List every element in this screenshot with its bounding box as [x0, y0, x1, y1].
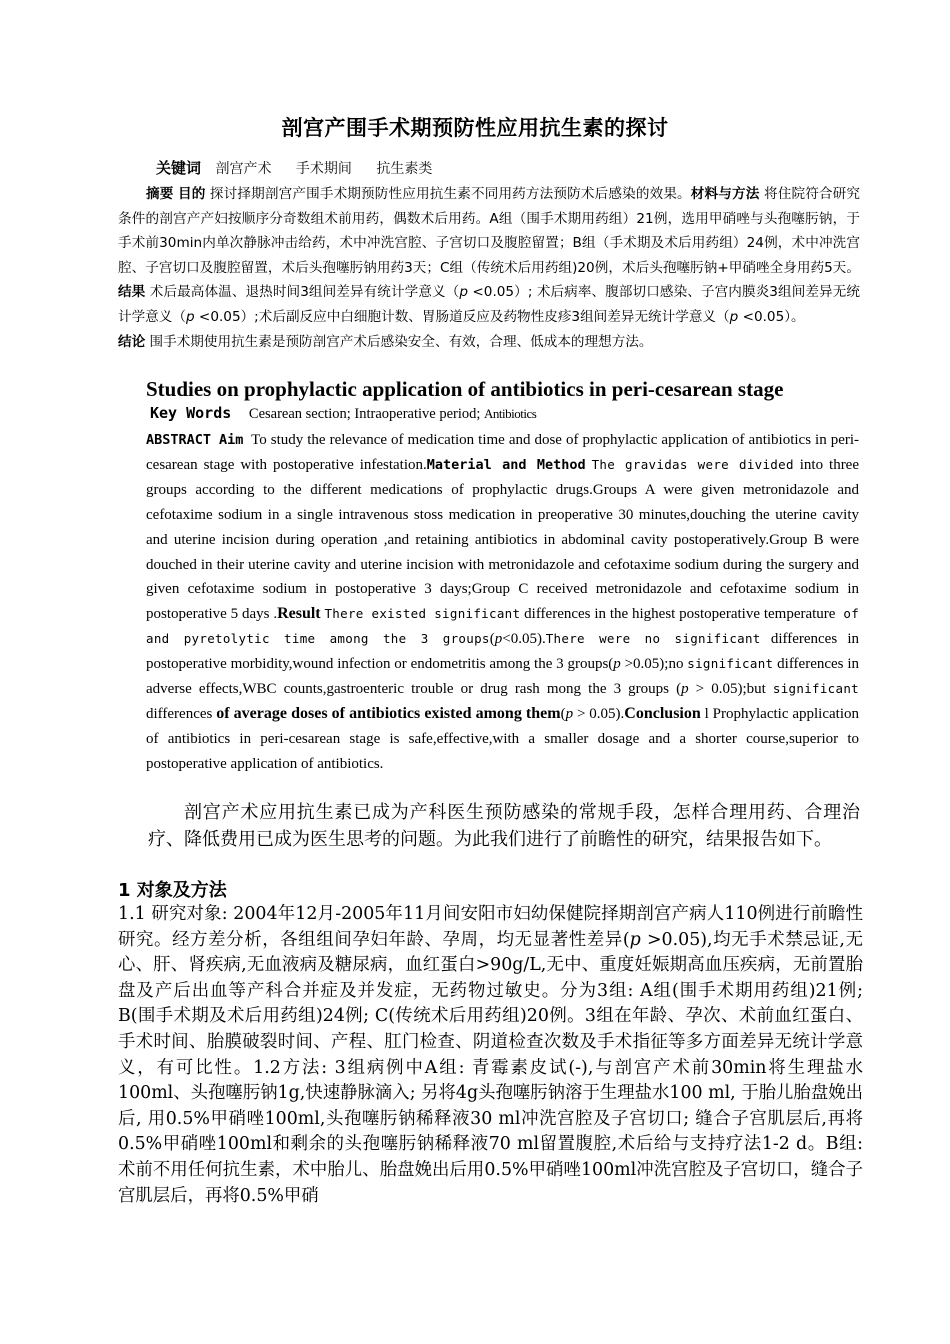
p-value-symbol: p: [629, 929, 641, 950]
chinese-keyword: 手术期间: [295, 161, 352, 177]
result-text: (: [489, 631, 495, 648]
result-text: of average doses of antibiotics existed among them: [216, 704, 561, 722]
aim-label: Aim: [219, 432, 244, 448]
result-text: > 0.05);but: [688, 681, 773, 698]
chinese-keyword: 抗生素类: [376, 161, 433, 177]
chinese-title: 剖宫产围手术期预防性应用抗生素的探讨: [281, 116, 669, 140]
result-label: Result: [277, 605, 321, 623]
result-text: differences in postoperative morbidity,wound infection or endometritis among the 3 groups(: [146, 631, 860, 673]
conclusion-text: 围手术期使用抗生素是预防剖宫产术后感染安全、有效，合理、低成本的理想方法。: [149, 333, 653, 350]
conclusion-text: l Prophylactic application of antibiotics in peri-cesarean stage is safe,effective,with a smaller dosage and a shorter course,superior to postoperative application of antibiotics.: [146, 705, 859, 772]
method-label: 材料与方法: [690, 186, 760, 202]
result-text: significant: [772, 681, 859, 697]
section-heading: 1 对象及方法: [118, 880, 227, 901]
result-text: <0.05）;术后副反应中白细胞计数、胃肠道反应及药物性皮疹3组间差异无统计学意义（: [194, 308, 730, 325]
section-body: [118, 902, 863, 1209]
chinese-keyword: 剖宫产术: [215, 161, 272, 177]
p-value-symbol: p: [613, 656, 621, 673]
result-text: There were no significant: [545, 631, 761, 647]
p-value-symbol: p: [565, 705, 574, 722]
result-text: differences: [146, 705, 217, 722]
abstract-label: ABSTRACT: [146, 432, 212, 448]
english-abstract: [146, 428, 859, 777]
result-label: 结果: [118, 284, 146, 301]
p-value-symbol: p: [494, 631, 503, 648]
aim-text: To study the relevance of medication time and dose of prophylactic application of antibiotics in peri-cesarean stage with postoperative infestation.: [146, 432, 860, 473]
aim-label: 目的: [177, 186, 206, 202]
result-text: <0.05）。: [738, 308, 805, 325]
section-body-text: >0.05),均无手术禁忌证,无心、肝、肾疾病,无血液病及糖尿病，血红蛋白>90g/L,无中、重度妊娠期高血压疾病，无前置胎盘及产后出血等产科合并症及并发症，无药物过敏史。分为3组: A组(围手术期用药组)21例; B(围手术期及术后用药组)24例; C(传统术后用药组)20例。3组在年龄、孕次、术前血红蛋白、手术时间、胎膜破裂时间、产程、肛门检查、阴道检查次数及手术指征等多方面差异无统计学意义，有可比性。1.2方法: 3组病例中A组: 青霉素皮试(-),与剖宫产术前30min将生理盐水100ml、头孢噻肟钠1g,快速静脉滴入; 另将4g头孢噻肟钠溶于生理盐水100 ml, 于胎儿胎盘娩出后, 用0.5%甲硝唑100ml,头孢噻肟钠稀释液30 ml冲洗宫腔及子宫切口; 缝合子宫肌层后,再将0.5%甲硝唑100ml和剩余的头孢噻肟钠稀释液70 ml留置腹腔,术后给与支持疗法1-2 d。B组: 术前不用任何抗生素，术中胎儿、胎盘娩出后用0.5%甲硝唑100ml冲洗宫腔及子宫切口，缝合子宫肌层后，再将0.5%甲硝: [118, 929, 863, 1206]
result-text: 术后最高体温、退热时间3组间差异有统计学意义（: [149, 284, 460, 301]
p-value-symbol: p: [185, 308, 195, 325]
aim-text: 探讨择期剖宫产围手术期预防性应用抗生素不同用药方法预防术后感染的效果。: [209, 186, 691, 202]
method-text: 将住院符合研究条件的剖宫产产妇按顺序分奇数组术前用药，偶数术后用药。A组（围手术期用药组）21例，选用甲硝唑与头孢噻肟钠，于手术前30min内单次静脉冲击给药，术中冲洗宫腔、子宫切口及腹腔留置；B组（手术期及术后用药组）24例，术中冲洗宫腔、子宫切口及腹腔留置，术后头孢噻肟钠用药3天；C组（传统术后用药组)20例，术后头孢噻肟钠+甲硝唑全身用药5天。: [118, 186, 861, 276]
english-keyword: Cesarean section; Intraoperative period;: [248, 406, 481, 422]
section-body-text: 1.1 研究对象: 2004年12月-2005年11月间安阳市妇幼保健院择期剖宫产病人110例进行前瞻性研究。经方差分析，各组组间孕妇年龄、孕周，均无显著性差异(: [118, 904, 863, 950]
introduction-paragraph: 剖宫产术应用抗生素已成为产科医生预防感染的常规手段，怎样合理用药、合理治疗、降低费用已成为医生思考的问题。为此我们进行了前瞻性的研究，结果报告如下。: [148, 802, 860, 850]
conclusion-label: 结论: [118, 333, 146, 350]
chinese-keywords-label: 关键词: [156, 159, 202, 177]
chinese-keywords: [156, 157, 452, 178]
result-text: >0.05);no: [620, 656, 688, 673]
method-text: into three groups according to the different medications of prophylactic drugs.Groups A were given metronidazole and cefotaxime sodium in a single intravenous stoss medication in preoperative 30 minutes,douching the uterine cavity and uterine incision during operation ,and retaining antibiotics in abdominal cavity postoperatively.Group B were douched in their uterine cavity and uterine incision with metronidazole and cefotaxime sodium during the surgery and given cefotaxime sodium in postoperative 3 days;Group C received metronidazole and cefotaxime sodium in postoperative 5 days .: [146, 456, 860, 623]
english-keywords-label: Key Words: [150, 404, 232, 422]
result-text: <0.05).: [502, 631, 546, 648]
english-keyword: Antibiotics: [484, 406, 537, 421]
english-title: Studies on prophylactic application of antibiotics in peri-cesarean stage: [146, 377, 784, 401]
result-text: significant: [687, 656, 774, 672]
result-text: > 0.05).: [573, 705, 625, 722]
abstract-label: 摘要: [146, 186, 174, 202]
result-text: of and pyretolytic time among the 3 groups: [146, 606, 860, 647]
conclusion-label: Conclusion: [624, 704, 701, 722]
p-value-symbol: p: [729, 308, 739, 325]
result-text: (: [560, 705, 566, 722]
method-text: The gravidas were divided: [591, 456, 794, 472]
result-text: differences in adverse effects,WBC counts,gastroenteric trouble or drug rash mong the 3 groups (: [146, 656, 859, 698]
chinese-abstract: [118, 182, 860, 354]
english-keywords: [150, 404, 536, 423]
result-text: differences in the highest postoperative temperature: [520, 606, 836, 623]
result-text: There existed significant: [324, 606, 521, 622]
p-value-symbol: p: [681, 681, 689, 698]
method-label: Material and Method: [426, 456, 586, 473]
result-text: <0.05）; 术后病率、腹部切口感染、子宫内膜炎3组间差异无统计学意义（: [118, 284, 861, 325]
p-value-symbol: p: [459, 284, 469, 301]
